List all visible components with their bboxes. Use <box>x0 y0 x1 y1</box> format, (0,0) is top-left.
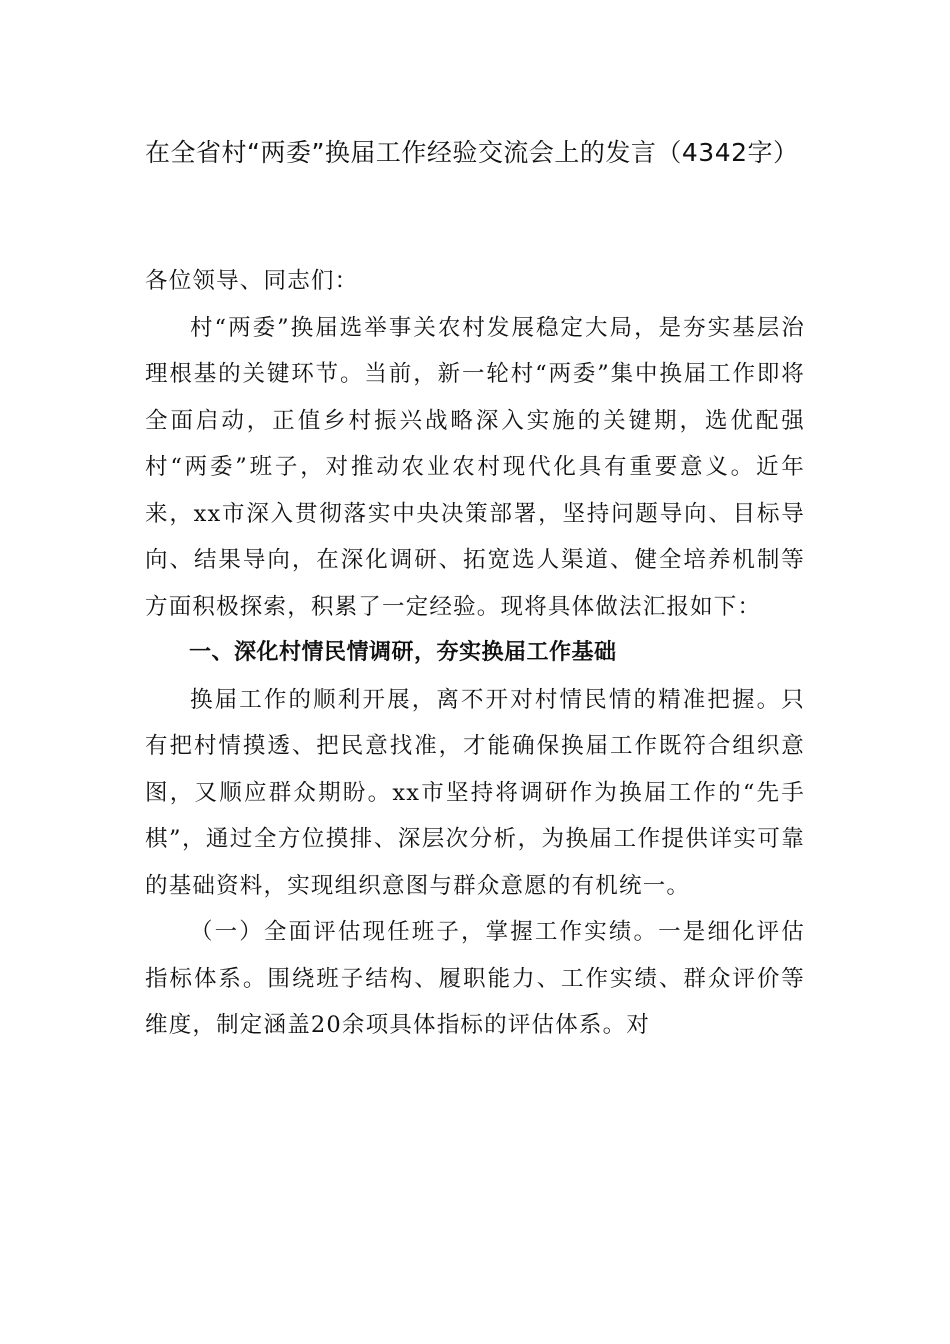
document-title: 在全省村“两委”换届工作经验交流会上的发言（4342字） <box>145 138 799 167</box>
section-heading-1: 一、深化村情民情调研，夯实换届工作基础 <box>189 640 617 665</box>
paragraph-subsection-1: （一）全面评估现任班子，掌握工作实绩。一是细化评估指标体系。围绕班子结构、履职能力、工作实绩、群众评价等维度，制定涵盖20余项具体指标的评估体系。对 <box>145 919 805 1038</box>
paragraph-section-1: 换届工作的顺利开展，离不开对村情民情的精准把握。只有把村情摸透、把民意找准，才能确保换届工作既符合组织意图，又顺应群众期盼。xx市坚持将调研作为换届工作的“先手棋”，通过全方位摸排、深层次分析，为换届工作提供详实可靠的基础资料，实现组织意图与群众意愿的有机统一。 <box>145 686 805 899</box>
document-body <box>145 258 805 1049</box>
salutation: 各位领导、同志们： <box>145 268 359 294</box>
paragraph-intro: 村“两委”换届选举事关农村发展稳定大局，是夯实基层治理根基的关键环节。当前，新一轮村“两委”集中换届工作即将全面启动，正值乡村振兴战略深入实施的关键期，选优配强村“两委”班子，对推动农业农村现代化具有重要意义。近年来，xx市深入贯彻落实中央决策部署，坚持问题导向、目标导向、结果导向，在深化调研、拓宽选人渠道、健全培养机制等方面积极探索，积累了一定经验。现将具体做法汇报如下： <box>145 314 805 620</box>
